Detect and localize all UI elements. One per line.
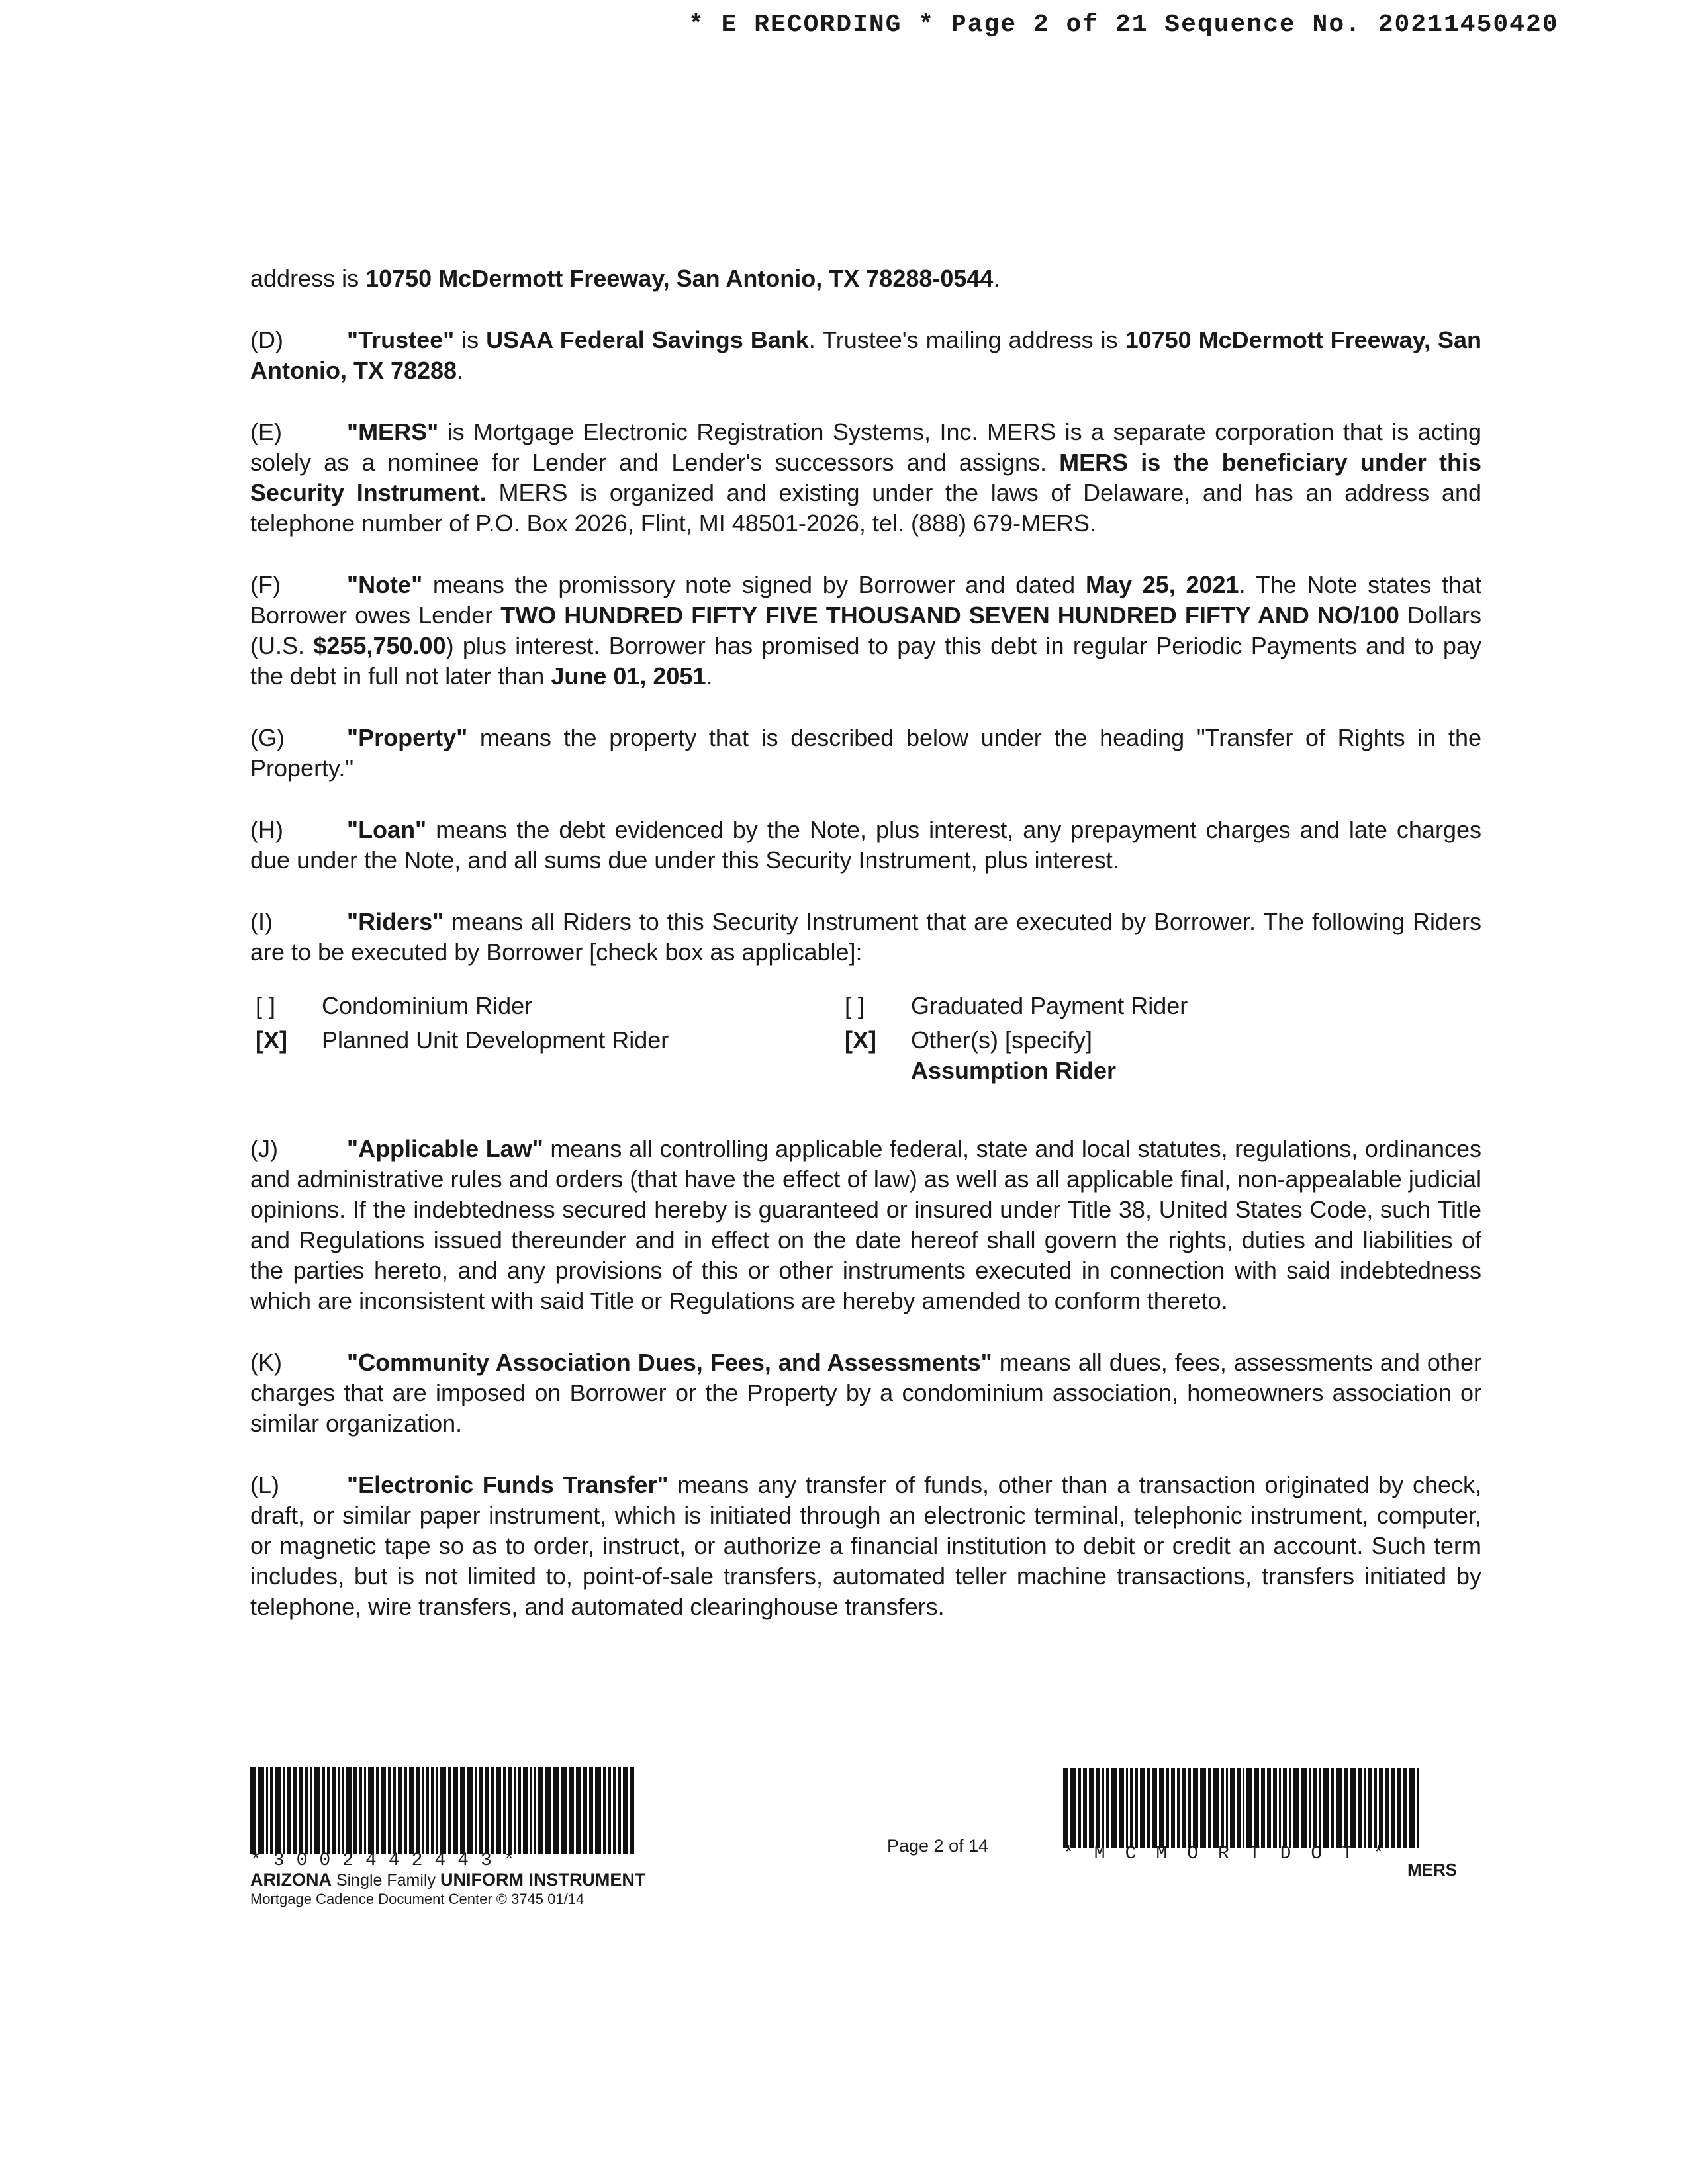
rider-other-detail: Assumption Rider (911, 1057, 1117, 1084)
rider-checklist (250, 991, 1481, 1090)
barcode-bar (514, 1767, 516, 1854)
instrument-name: UNIFORM INSTRUMENT (440, 1870, 646, 1889)
barcode-bar (426, 1767, 429, 1854)
barcode-bar (1364, 1768, 1366, 1848)
barcode-bar (1331, 1768, 1334, 1848)
barcode-bar (1119, 1768, 1124, 1848)
barcode-bar (589, 1767, 593, 1854)
barcode-bar (1221, 1768, 1224, 1848)
barcode-bar (1135, 1768, 1138, 1848)
barcode-bar (1152, 1768, 1157, 1848)
barcode-bar (523, 1767, 528, 1854)
paragraph-label: (J) (250, 1135, 278, 1162)
barcode-bar (448, 1767, 451, 1854)
text: Single Family (332, 1871, 440, 1889)
barcode-bar (1350, 1768, 1356, 1848)
barcode-bar (398, 1767, 402, 1854)
barcode-bar (1344, 1768, 1348, 1848)
barcode-bar (293, 1767, 297, 1854)
rider-graduated-payment (845, 991, 1188, 1021)
barcode-bar (1323, 1768, 1329, 1848)
barcode-bar (518, 1767, 521, 1854)
rider-label: Other(s) [specify] (911, 1026, 1093, 1054)
rider-label: Graduated Payment Rider (911, 992, 1188, 1019)
barcode-bar (346, 1767, 352, 1854)
barcode-text: *3002442443* (250, 1850, 527, 1871)
barcode-bar (1140, 1768, 1145, 1848)
barcode-bar (630, 1767, 634, 1854)
barcode-bar (1126, 1768, 1128, 1848)
barcode-bar (1159, 1768, 1164, 1848)
barcode-bar (404, 1767, 407, 1854)
barcode-bar (270, 1767, 273, 1854)
checkbox-unchecked: [ ] (845, 992, 865, 1019)
barcode-bar (613, 1767, 616, 1854)
barcode-bar (1147, 1768, 1150, 1848)
barcode-bar (1230, 1768, 1235, 1848)
rider-other (845, 1025, 1092, 1056)
text: means the debt evidenced by the Note, plus interest, any prepayment charges and late charges due under the Note, and all sums due under this Security Instrument, plus interest. (250, 816, 1481, 874)
note-date: May 25, 2021 (1085, 571, 1239, 598)
text: means the promissory note signed by Borrower and dated (422, 571, 1086, 598)
barcode-bar (545, 1767, 551, 1854)
text: . Trustee's mailing address is (808, 326, 1125, 353)
barcode-bar (1313, 1768, 1317, 1848)
defined-term: "Applicable Law" (347, 1135, 543, 1162)
barcode-bar (553, 1767, 559, 1854)
barcode-bar (327, 1767, 330, 1854)
paragraph-note (250, 570, 1481, 692)
barcode-bar (569, 1767, 574, 1854)
barcode-bar (1403, 1768, 1407, 1848)
barcode-bar (1177, 1768, 1180, 1848)
barcode-bar (332, 1767, 336, 1854)
barcode-bar (1417, 1768, 1419, 1848)
barcode-bar (1106, 1768, 1109, 1848)
barcode-bar (1289, 1768, 1291, 1848)
barcode-bar (1358, 1768, 1362, 1848)
footer-right (1063, 1768, 1460, 1864)
barcode-bar (460, 1767, 465, 1854)
text: . (457, 357, 464, 384)
barcode-bar (475, 1767, 477, 1854)
text: means all controlling applicable federal, state and local statutes, regulations, ordinances and administrative rules and orders (that have the effect of law) as well as all applicable final, non-appealable judicial opinions. If the indebtedness secured hereby is guaranteed or insured under Title 38, United States Code, such Title and Regulations issued thereunder and in effect on the date hereof shall govern the rights, duties and liabilities of the parties hereto, and any provisions of this or other instruments executed in connection with said indebtedness which are inconsistent with said Title or Regulations are hereby amended to conform thereto. (250, 1135, 1481, 1314)
paragraph-trustee (250, 325, 1481, 386)
barcode-bar (1237, 1768, 1241, 1848)
defined-term: "Note" (347, 571, 423, 598)
rider-label: Planned Unit Development Rider (322, 1026, 669, 1054)
barcode-bar (1102, 1768, 1104, 1848)
barcode-bar (1409, 1768, 1415, 1848)
text: ) plus interest. Borrower has promised to pay this debt in regular Periodic Payments and to pay the debt in full not later than (250, 632, 1481, 690)
barcode-bar (1336, 1768, 1342, 1848)
barcode-bar (258, 1767, 264, 1854)
barcode-bar (467, 1767, 473, 1854)
rider-planned-unit-development (256, 1025, 669, 1056)
barcode-bar (623, 1767, 628, 1854)
trustee-address: 10750 McDermott Freeway, San Antonio, TX 78288 (250, 326, 1482, 384)
barcode-bar (1261, 1768, 1265, 1848)
defined-term: "Community Association Dues, Fees, and Assessments" (347, 1349, 992, 1376)
barcode-bar (1130, 1768, 1133, 1848)
recording-header: * E RECORDING * Page 2 of 21 Sequence No. 20211450420 (688, 11, 1559, 39)
barcode-bar (381, 1767, 386, 1854)
paragraph-property (250, 723, 1481, 784)
defined-term: "Property" (347, 724, 468, 751)
paragraph-label: (F) (250, 571, 281, 598)
barcode-bar (618, 1767, 621, 1854)
barcode-bar (368, 1767, 374, 1854)
barcode-bar (299, 1767, 303, 1854)
barcode-bar (338, 1767, 340, 1854)
barcode-bar (1283, 1768, 1287, 1848)
page-number: Page 2 of 14 (887, 1836, 989, 1856)
checkbox-checked: [X] (845, 1026, 876, 1054)
paragraph-riders (250, 907, 1481, 968)
paragraph-label: (G) (250, 724, 285, 751)
barcode-bar (1188, 1768, 1191, 1848)
barcode-bar (1309, 1768, 1311, 1848)
defined-term: "Trustee" (347, 326, 455, 353)
barcode-bar (1397, 1768, 1401, 1848)
barcode-bar (1096, 1768, 1100, 1848)
barcode-bar (266, 1767, 268, 1854)
barcode-bar (1193, 1768, 1198, 1848)
text: MERS is organized and existing under the laws of Delaware, and has an address and telephone number of P.O. Box 2026, Flint, MI 48501-2026, tel. (888) 679-MERS. (250, 479, 1481, 537)
barcode-bar (603, 1767, 606, 1854)
text: Dollars (U.S. (250, 602, 1482, 659)
barcode-bar (1182, 1768, 1186, 1848)
barcode-bar (508, 1767, 512, 1854)
barcode-bar (1063, 1768, 1068, 1848)
barcode-bar (479, 1767, 483, 1854)
barcode-bar (416, 1767, 420, 1854)
barcode-bar (530, 1767, 532, 1854)
barcode-bar (485, 1767, 489, 1854)
paragraph-loan (250, 815, 1481, 876)
barcode-bar (1243, 1768, 1244, 1848)
barcode-bar (310, 1767, 312, 1854)
barcode-bar (314, 1767, 320, 1854)
text: . (706, 662, 713, 690)
barcode-graphic (250, 1767, 687, 1854)
barcode-bar (376, 1767, 379, 1854)
paragraph-label: (D) (250, 326, 283, 353)
barcode-bar (322, 1767, 325, 1854)
rider-condominium (256, 991, 532, 1021)
barcode-bar (503, 1767, 506, 1854)
barcode-bar (1267, 1768, 1271, 1848)
barcode-bar (364, 1767, 366, 1854)
text: . The Note states that Borrower owes Lender (250, 571, 1482, 629)
text: address is (250, 265, 366, 292)
barcode-bar (1213, 1768, 1219, 1848)
paragraph-address-continued (250, 263, 1481, 294)
barcode-bar (491, 1767, 494, 1854)
barcode-bar (409, 1767, 414, 1854)
barcode-bar (353, 1767, 357, 1854)
barcode-bar (595, 1767, 601, 1854)
barcode-bar (431, 1767, 434, 1854)
barcode-bar (1293, 1768, 1299, 1848)
barcode-bar (538, 1767, 543, 1854)
text: means any transfer of funds, other than a transaction originated by check, draft, or similar paper instrument, which is initiated through an electronic terminal, telephonic instrument, computer, or magnetic tape so as to order, instruct, or authorize a financial institution to debit or credit an account. Such term includes, but is not limited to, point-of-sale transfers, automated teller machine transactions, transfers initiated by telephone, wire transfers, and automated clearinghouse transfers. (250, 1471, 1481, 1620)
paragraph-electronic-funds-transfer (250, 1470, 1481, 1622)
form-title (250, 1870, 687, 1889)
defined-term: "Riders" (347, 908, 444, 935)
barcode-bar (1200, 1768, 1206, 1848)
barcode-bar (1246, 1768, 1252, 1848)
barcode-bar (1273, 1768, 1277, 1848)
text: is Mortgage Electronic Registration Systems, Inc. MERS is a separate corporation that is acting solely as a nominee for Lender and Lender's successors and assigns. (250, 418, 1481, 476)
rider-label: Condominium Rider (322, 992, 533, 1019)
paragraph-label: (I) (250, 908, 273, 935)
barcode-bar (1374, 1768, 1377, 1848)
text: means all Riders to this Security Instrument that are executed by Borrower. The following Riders are to be executed by Borrower [check box as applicable]: (250, 908, 1481, 966)
document-center: Mortgage Cadence Document Center © 3745 01/14 (250, 1891, 585, 1907)
barcode-graphic (1063, 1768, 1460, 1848)
barcode-bar (583, 1767, 587, 1854)
barcode-text: *MCMORTDOT* (1063, 1844, 1404, 1864)
barcode-bar (1111, 1768, 1117, 1848)
barcode-bar (1368, 1768, 1372, 1848)
barcode-bar (1089, 1768, 1094, 1848)
barcode-bar (287, 1767, 291, 1854)
barcode-bar (1083, 1768, 1087, 1848)
loan-amount: $255,750.00 (313, 632, 446, 659)
barcode-bar (393, 1767, 396, 1854)
barcode-bar (1166, 1768, 1169, 1848)
barcode-bar (250, 1767, 256, 1854)
trustee-name: USAA Federal Savings Bank (486, 326, 809, 353)
text: means the property that is described below under the heading "Transfer of Rights in the Property." (250, 724, 1481, 782)
footer-left (250, 1767, 687, 1909)
defined-term: "Loan" (347, 816, 427, 843)
barcode-bar (561, 1767, 567, 1854)
barcode-bar (388, 1767, 391, 1854)
mers-tag: MERS (1407, 1860, 1458, 1880)
barcode-bar (436, 1767, 438, 1854)
text: means all dues, fees, assessments and other charges that are imposed on Borrower or the Property by a condominium association, homeowners association or similar organization. (250, 1349, 1481, 1437)
barcode-bar (440, 1767, 446, 1854)
barcode-bar (1208, 1768, 1211, 1848)
document-body (250, 263, 1481, 1653)
lender-address: 10750 McDermott Freeway, San Antonio, TX 78288-0544 (365, 265, 994, 292)
defined-term: "Electronic Funds Transfer" (347, 1471, 669, 1498)
barcode-bar (576, 1767, 581, 1854)
barcode-bar (453, 1767, 458, 1854)
paragraph-label: (L) (250, 1471, 279, 1498)
bold-text: MERS is the beneficiary under this Security Instrument. (250, 449, 1481, 506)
barcode-bar (1226, 1768, 1228, 1848)
barcode-bar (275, 1767, 281, 1854)
barcode-bar (1379, 1768, 1383, 1848)
paragraph-mers (250, 417, 1481, 539)
barcode-bar (608, 1767, 611, 1854)
maturity-date: June 01, 2051 (551, 662, 706, 690)
loan-amount-words: TWO HUNDRED FIFTY FIVE THOUSAND SEVEN HUNDRED FIFTY AND NO/100 (500, 602, 1399, 629)
barcode-bar (1279, 1768, 1281, 1848)
barcode-bar (496, 1767, 501, 1854)
checkbox-unchecked: [ ] (256, 992, 276, 1019)
barcode-bar (1070, 1768, 1076, 1848)
barcode-bar (1319, 1768, 1321, 1848)
state-name: ARIZONA (250, 1870, 332, 1889)
paragraph-label: (H) (250, 816, 283, 843)
barcode-bar (534, 1767, 536, 1854)
text: . (993, 265, 1000, 292)
paragraph-label: (E) (250, 418, 282, 445)
barcode-bar (1078, 1768, 1081, 1848)
defined-term: "MERS" (347, 418, 439, 445)
barcode-bar (1391, 1768, 1395, 1848)
barcode-bar (1171, 1768, 1175, 1848)
barcode-bar (305, 1767, 308, 1854)
barcode-bar (422, 1767, 424, 1854)
barcode-bar (283, 1767, 285, 1854)
paragraph-label: (K) (250, 1349, 282, 1376)
paragraph-community-association (250, 1347, 1481, 1439)
paragraph-applicable-law (250, 1134, 1481, 1316)
barcode-bar (1301, 1768, 1307, 1848)
barcode-bar (359, 1767, 362, 1854)
barcode-bar (1254, 1768, 1259, 1848)
text: is (454, 326, 487, 353)
barcode-bar (1385, 1768, 1389, 1848)
checkbox-checked: [X] (256, 1026, 287, 1054)
barcode-bar (342, 1767, 344, 1854)
